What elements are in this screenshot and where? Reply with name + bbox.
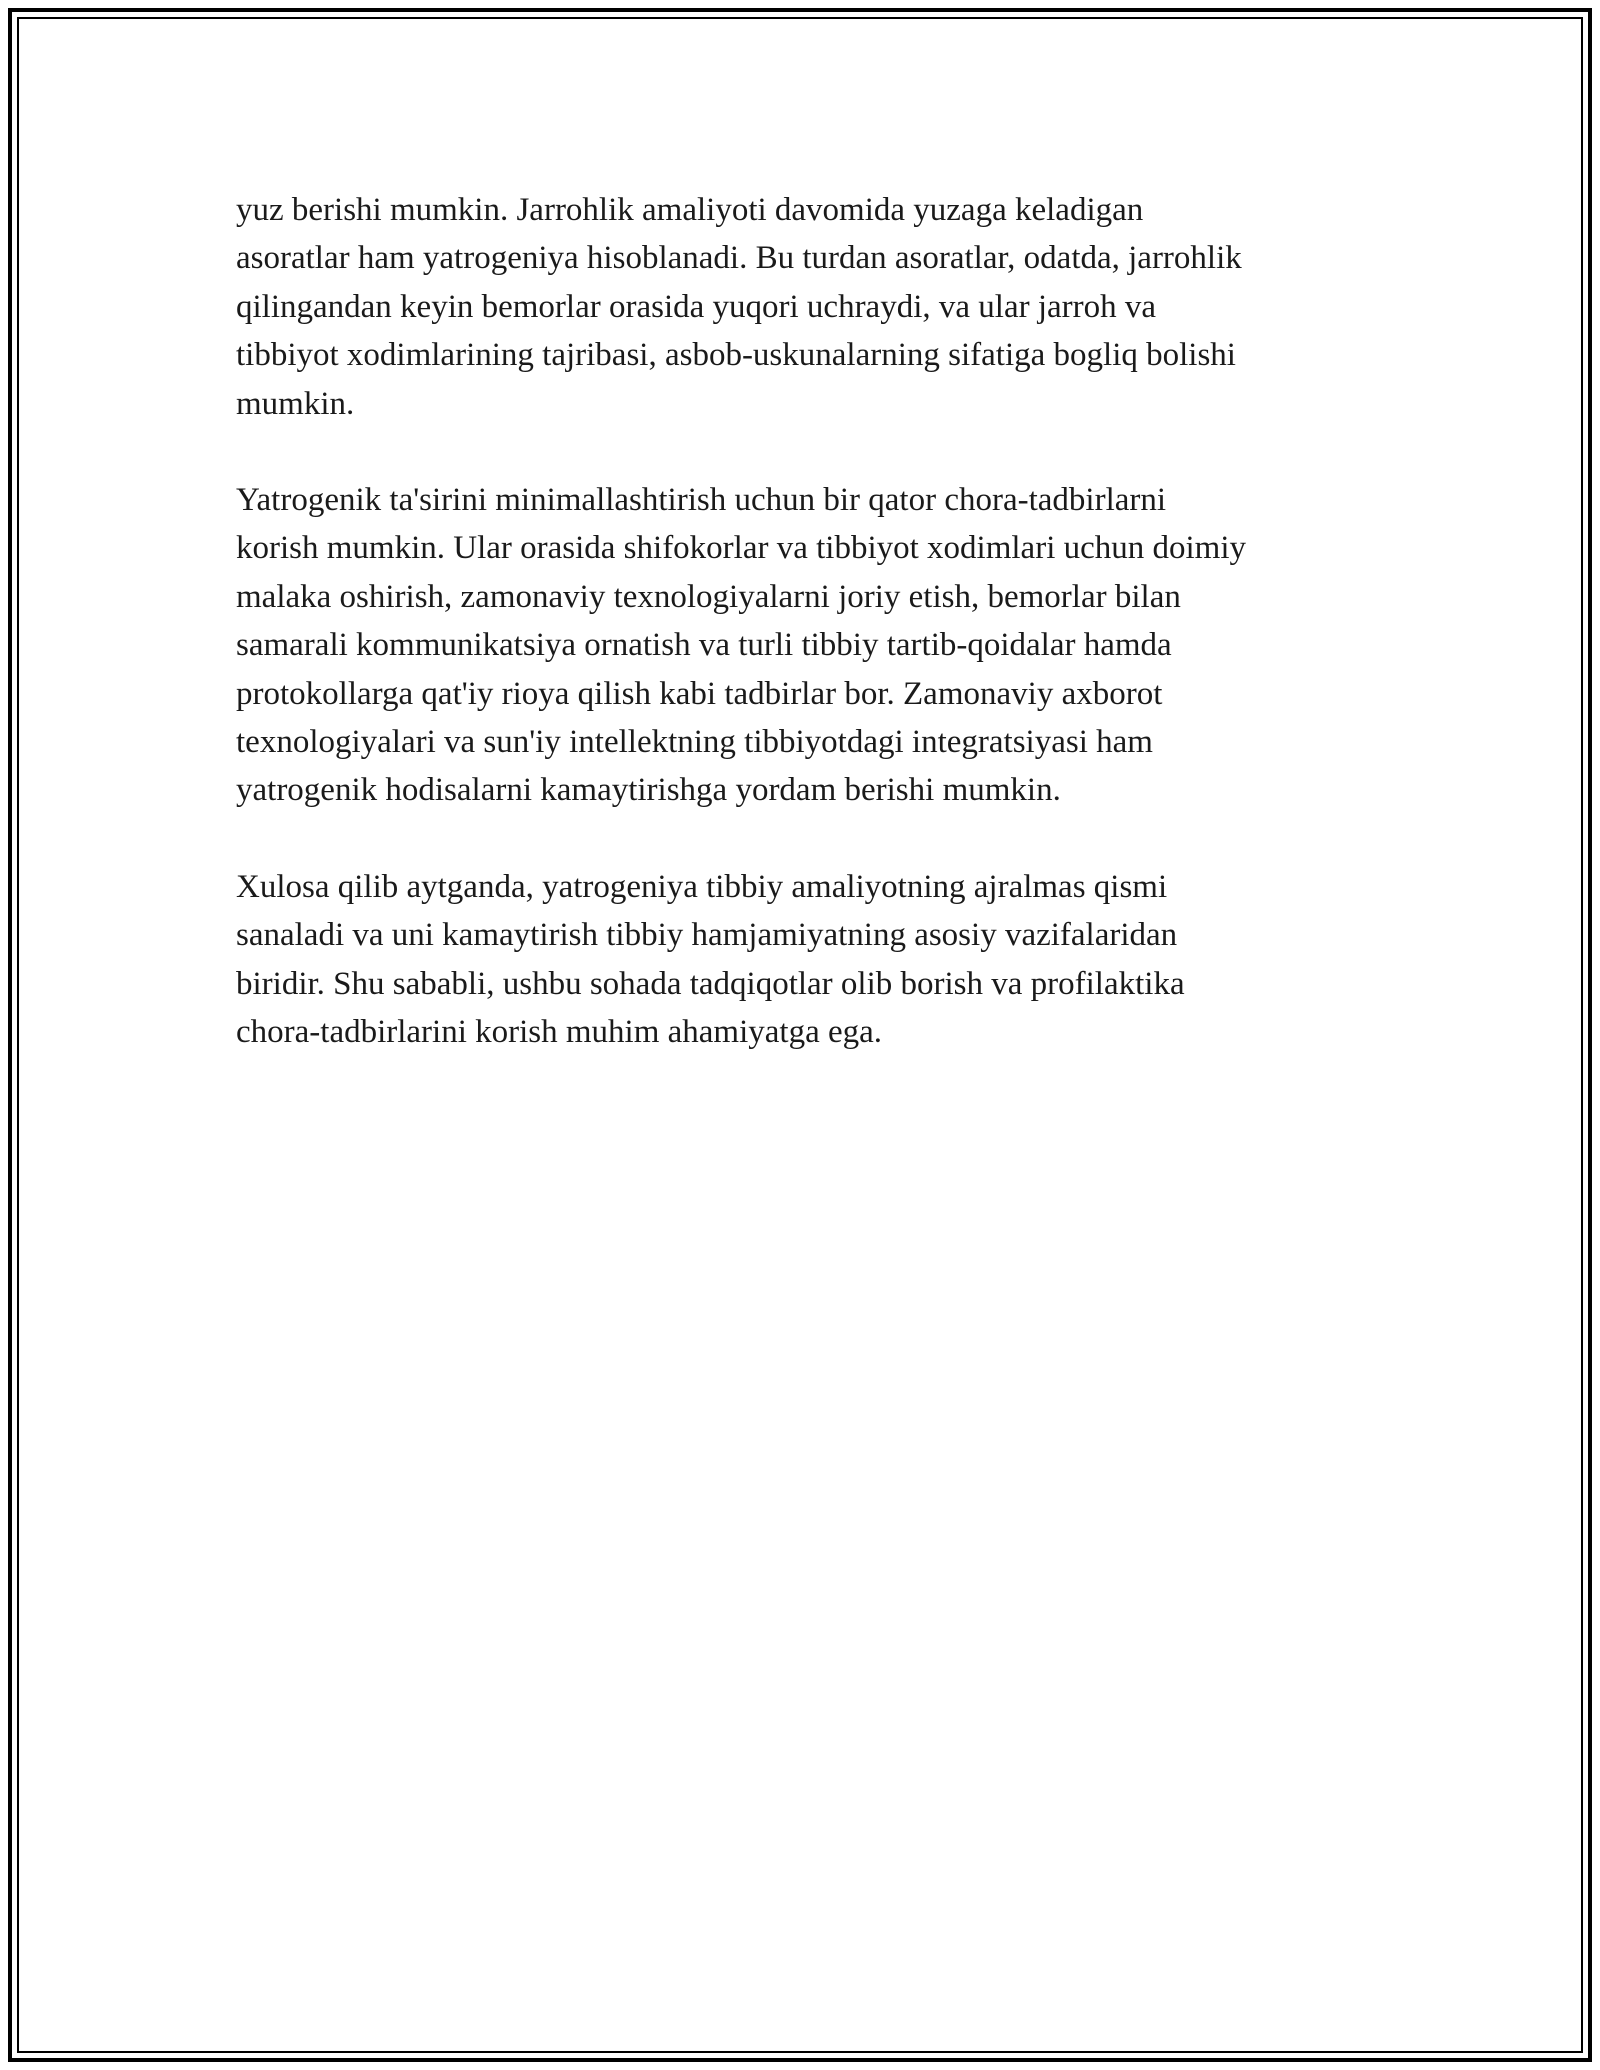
paragraph-2 [236, 476, 1366, 815]
paragraph-3 [236, 863, 1366, 1057]
text-line: texnologiyalari va sun'iy intellektning tibbiyotdagi integratsiyasi ham [236, 724, 1153, 761]
text-line: Yatrogenik ta'sirini minimallashtirish uchun bir qator chora-tadbirlarni [236, 482, 1167, 519]
text-line: yatrogenik hodisalarni kamaytirishga yordam berishi mumkin. [236, 772, 1061, 809]
text-line: mumkin. [236, 385, 355, 422]
document-body [236, 186, 1366, 1105]
text-line: Xulosa qilib aytganda, yatrogeniya tibbiy amaliyotning ajralmas qismi [236, 868, 1168, 905]
text-line: yuz berishi mumkin. Jarrohlik amaliyoti davomida yuzaga keladigan [236, 192, 1144, 228]
text-line: biridir. Shu sababli, ushbu sohada tadqiqotlar olib borish va profilaktika [236, 965, 1185, 1002]
text-line: sanaladi va uni kamaytirish tibbiy hamjamiyatning asosiy vazifalaridan [236, 917, 1178, 954]
text-line: tibbiyot xodimlarining tajribasi, asbob-uskunalarning sifatiga bogliq bolishi [236, 337, 1236, 374]
text-line: protokollarga qat'iy rioya qilish kabi tadbirlar bor. Zamonaviy axborot [236, 675, 1163, 712]
paragraph-1 [236, 186, 1366, 428]
text-line: qilingandan keyin bemorlar orasida yuqori uchraydi, va ular jarroh va [236, 288, 1157, 325]
text-line: korish mumkin. Ular orasida shifokorlar va tibbiyot xodimlari uchun doimiy [236, 530, 1247, 567]
text-line: chora-tadbirlarini korish muhim ahamiyatga ega. [236, 1014, 883, 1051]
text-line: samarali kommunikatsiya ornatish va turli tibbiy tartib-qoidalar hamda [236, 627, 1172, 664]
text-line: malaka oshirish, zamonaviy texnologiyalarni joriy etish, bemorlar bilan [236, 578, 1181, 615]
text-line: asoratlar ham yatrogeniya hisoblanadi. Bu turdan asoratlar, odatda, jarrohlik [236, 240, 1242, 277]
